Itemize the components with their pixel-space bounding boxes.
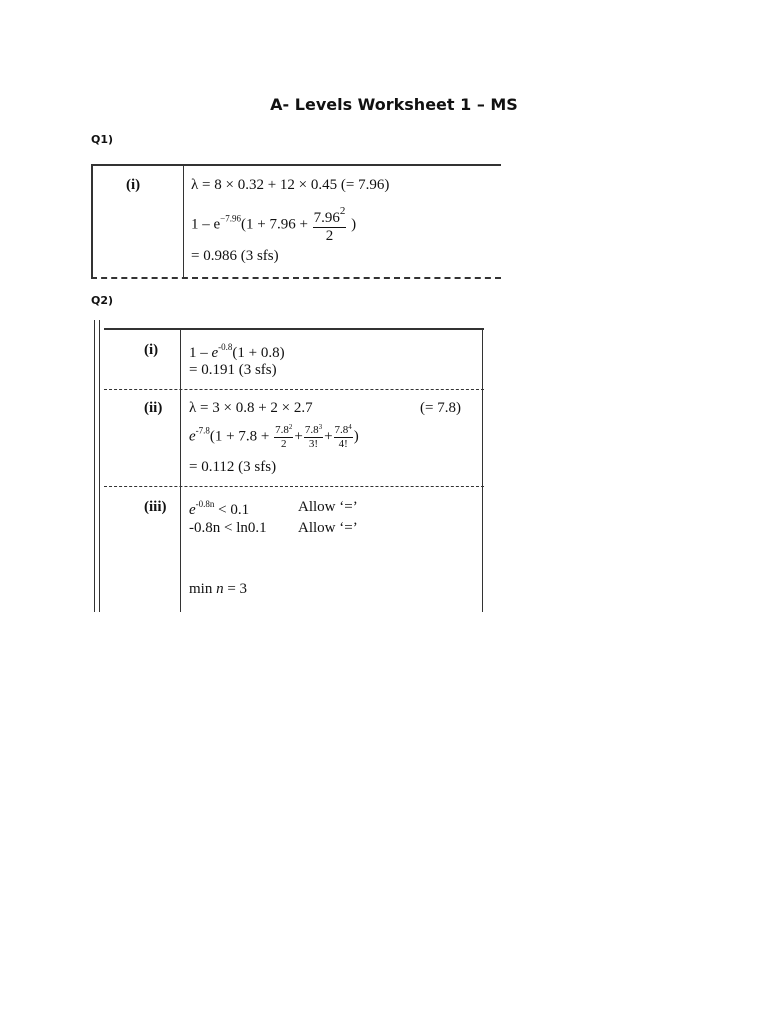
- q2-part-iii-label: (iii): [144, 499, 167, 515]
- table-bottom-dashed-border: [91, 277, 501, 279]
- q1-line2-exponent: −7.96: [220, 213, 241, 224]
- q2-iii-e: e: [189, 502, 196, 518]
- table-column-divider: [180, 328, 181, 612]
- q2-i-rest: (1 + 0.8): [232, 345, 285, 361]
- q2-ii-line2: [189, 424, 359, 450]
- q1-line-lambda: λ = 8 × 0.32 + 12 × 0.45 (= 7.96): [191, 177, 390, 193]
- table-left-border: [91, 164, 93, 278]
- q2-i-exponent: -0.8: [218, 342, 233, 352]
- q2-ii-e: e: [189, 428, 196, 445]
- q2-ii-f3-exp: 4: [348, 423, 352, 431]
- q2-iii-allow-1: Allow ‘=’: [298, 499, 358, 515]
- q1-line-poisson: [191, 206, 356, 244]
- q2-ii-plus-2: +: [324, 428, 333, 445]
- q2-ii-fraction-1: [274, 424, 293, 450]
- table-row-divider-2: [104, 486, 484, 487]
- table-top-border: [104, 328, 484, 330]
- table-left-border-inner: [99, 320, 100, 612]
- q2-ii-lambda-value: (= 7.8): [420, 400, 461, 416]
- q2-i-prefix: 1 –: [189, 345, 212, 361]
- table-top-border: [91, 164, 501, 166]
- q2-ii-f3-den: 4!: [338, 438, 348, 450]
- table-right-border: [482, 328, 483, 612]
- q2-ii-f2-exp: 3: [318, 423, 323, 431]
- q1-line-answer: = 0.986 (3 sfs): [191, 248, 279, 264]
- q2-i-e: e: [211, 345, 219, 361]
- q2-ii-mid: (1 + 7.8 +: [209, 428, 274, 445]
- question-2-label: Q2): [91, 294, 114, 307]
- q2-part-i-label: (i): [144, 342, 159, 358]
- q1-line2-end: ): [347, 216, 357, 233]
- q2-ii-f1-den: 2: [280, 438, 287, 450]
- table-row-divider-1: [104, 389, 484, 390]
- q1-fraction: [313, 206, 347, 244]
- question-2-table: [94, 320, 484, 612]
- q2-ii-f2-den: 3!: [308, 438, 319, 450]
- page-title: A- Levels Worksheet 1 – MS: [270, 95, 518, 114]
- q2-ii-answer: = 0.112 (3 sfs): [189, 459, 277, 475]
- q2-ii-exponent: -7.8: [195, 425, 210, 436]
- q2-i-line1: [189, 342, 285, 362]
- q2-ii-fraction-3: [334, 424, 353, 450]
- table-left-border-outer: [94, 320, 95, 612]
- q2-iii-exponent: -0.8n: [195, 499, 215, 509]
- q2-ii-lambda: λ = 3 × 0.8 + 2 × 2.7: [189, 400, 313, 416]
- question-1-label: Q1): [91, 133, 114, 146]
- table-column-divider: [183, 164, 184, 278]
- q1-frac-exponent: 2: [339, 205, 346, 217]
- q2-iii-n: n: [216, 581, 224, 597]
- q2-iii-line1: [189, 499, 249, 519]
- q2-ii-f1-num: 7.8: [275, 424, 289, 436]
- q1-line2-mid: (1 + 7.96 +: [241, 216, 312, 233]
- q2-iii-min: min: [189, 581, 217, 597]
- q2-ii-fraction-2: [304, 424, 323, 450]
- q2-i-answer: = 0.191 (3 sfs): [189, 362, 277, 378]
- q2-iii-rest: < 0.1: [214, 502, 250, 518]
- q1-part-i-label: (i): [126, 177, 141, 193]
- q1-line2-prefix: 1 – e: [191, 216, 221, 233]
- q2-ii-close: ): [353, 428, 359, 445]
- q1-frac-denominator: 2: [325, 228, 334, 244]
- q2-ii-f2-num: 7.8: [304, 424, 319, 436]
- q2-ii-f3-num: 7.8: [334, 424, 349, 436]
- q2-ii-f1-exp: 2: [288, 423, 293, 431]
- question-1-table: [91, 164, 501, 278]
- q2-part-ii-label: (ii): [144, 400, 163, 416]
- q2-iii-allow-2: Allow ‘=’: [298, 520, 358, 536]
- q2-ii-plus-1: +: [294, 428, 303, 445]
- q2-iii-value: = 3: [223, 581, 248, 597]
- q2-iii-line2: -0.8n < ln0.1: [189, 520, 267, 536]
- q2-iii-answer: [189, 581, 247, 598]
- q1-frac-numerator: 7.96: [313, 210, 340, 226]
